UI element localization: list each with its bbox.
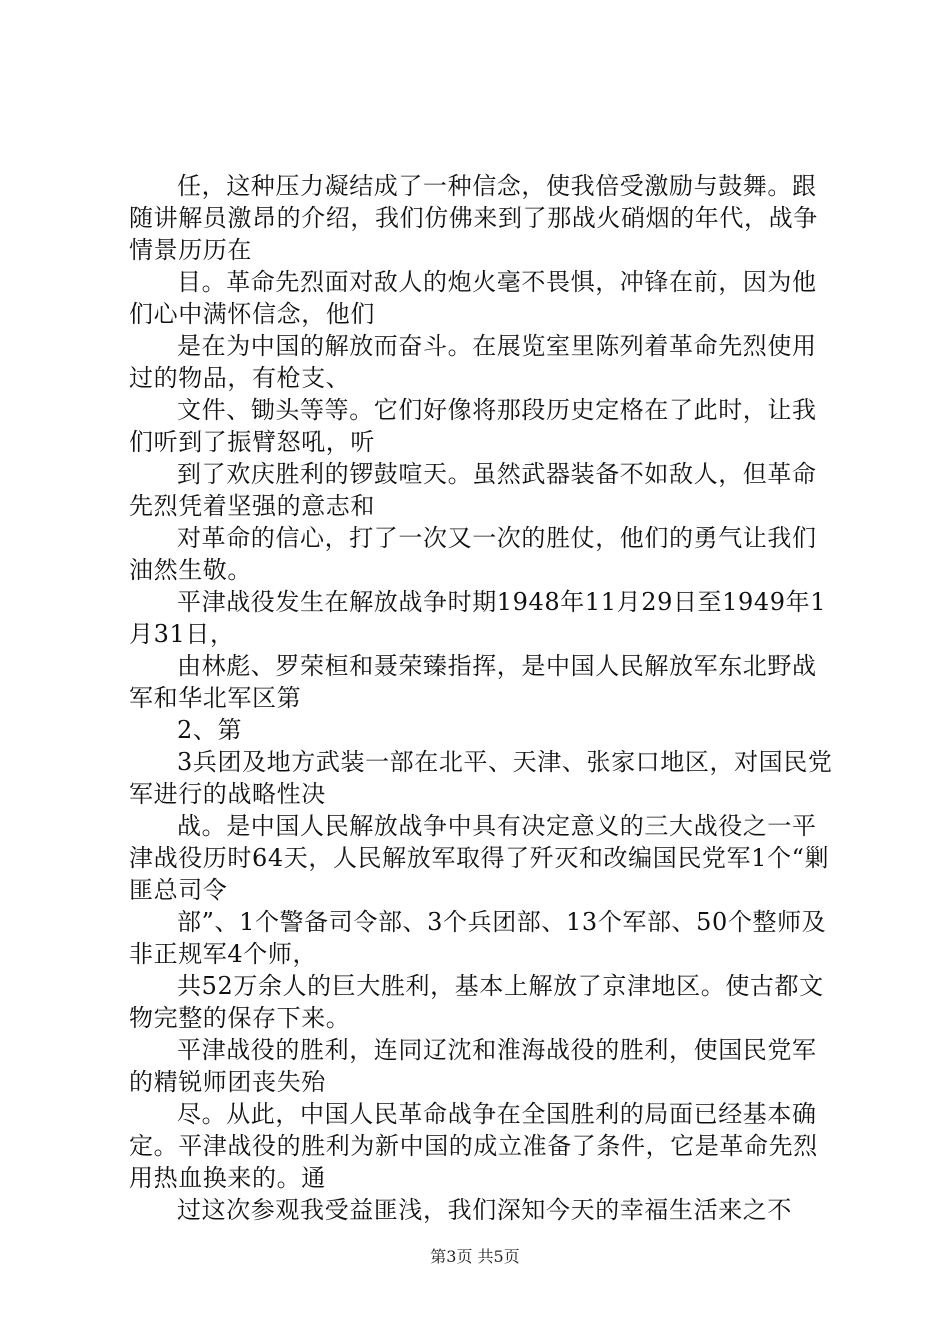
paragraph: 平津战役发生在解放战争时期1948年11月29日至1949年1月31日，	[129, 588, 827, 648]
paragraph: 是在为中国的解放而奋斗。在展览室里陈列着革命先烈使用过的物品，有枪支、	[129, 332, 817, 392]
paragraph: 平津战役的胜利，连同辽沈和淮海战役的胜利，使国民党军的精锐师团丧失殆	[129, 1036, 817, 1096]
paragraph: 目。革命先烈面对敌人的炮火毫不畏惧，冲锋在前，因为他们心中满怀信念，他们	[129, 268, 817, 328]
paragraph: 由林彪、罗荣桓和聂荣臻指挥，是中国人民解放军东北野战军和华北军区第	[129, 652, 817, 712]
paragraph: 对革命的信心，打了一次又一次的胜仗，他们的勇气让我们油然生敬。	[129, 524, 817, 584]
paragraph: 尽。从此，中国人民革命战争在全国胜利的局面已经基本确定。平津战役的胜利为新中国的成立准备了条件，它是革命先烈用热血换来的。通	[129, 1100, 818, 1192]
paragraph: 任，这种压力凝结成了一种信念，使我倍受激励与鼓舞。跟随讲解员激昂的介绍，我们仿佛来到了那战火硝烟的年代，战争情景历历在	[129, 172, 818, 264]
paragraph: 战。是中国人民解放战争中具有决定意义的三大战役之一平津战役历时64天，人民解放军取得了歼灭和改编国民党军1个“剿匪总司令	[129, 812, 830, 904]
paragraph: 文件、锄头等等。它们好像将那段历史定格在了此时，让我们听到了振臂怒吼，听	[129, 396, 817, 456]
paragraph: 到了欢庆胜利的锣鼓喧天。虽然武器装备不如敌人，但革命先烈凭着坚强的意志和	[129, 460, 817, 520]
paragraph: 部”、1个警备司令部、3个兵团部、13个军部、50个整师及非正规军4个师，	[129, 908, 827, 968]
paragraph: 过这次参观我受益匪浅，我们深知今天的幸福生活来之不	[177, 1196, 792, 1224]
paragraph: 共52万余人的巨大胜利，基本上解放了京津地区。使古都文物完整的保存下来。	[129, 972, 824, 1032]
document-body	[129, 170, 834, 1226]
paragraph: 2、第	[177, 716, 243, 744]
page-number: 第3页 共5页	[430, 1247, 520, 1266]
paragraph: 3兵团及地方武装一部在北平、天津、张家口地区，对国民党军进行的战略性决	[129, 748, 833, 808]
